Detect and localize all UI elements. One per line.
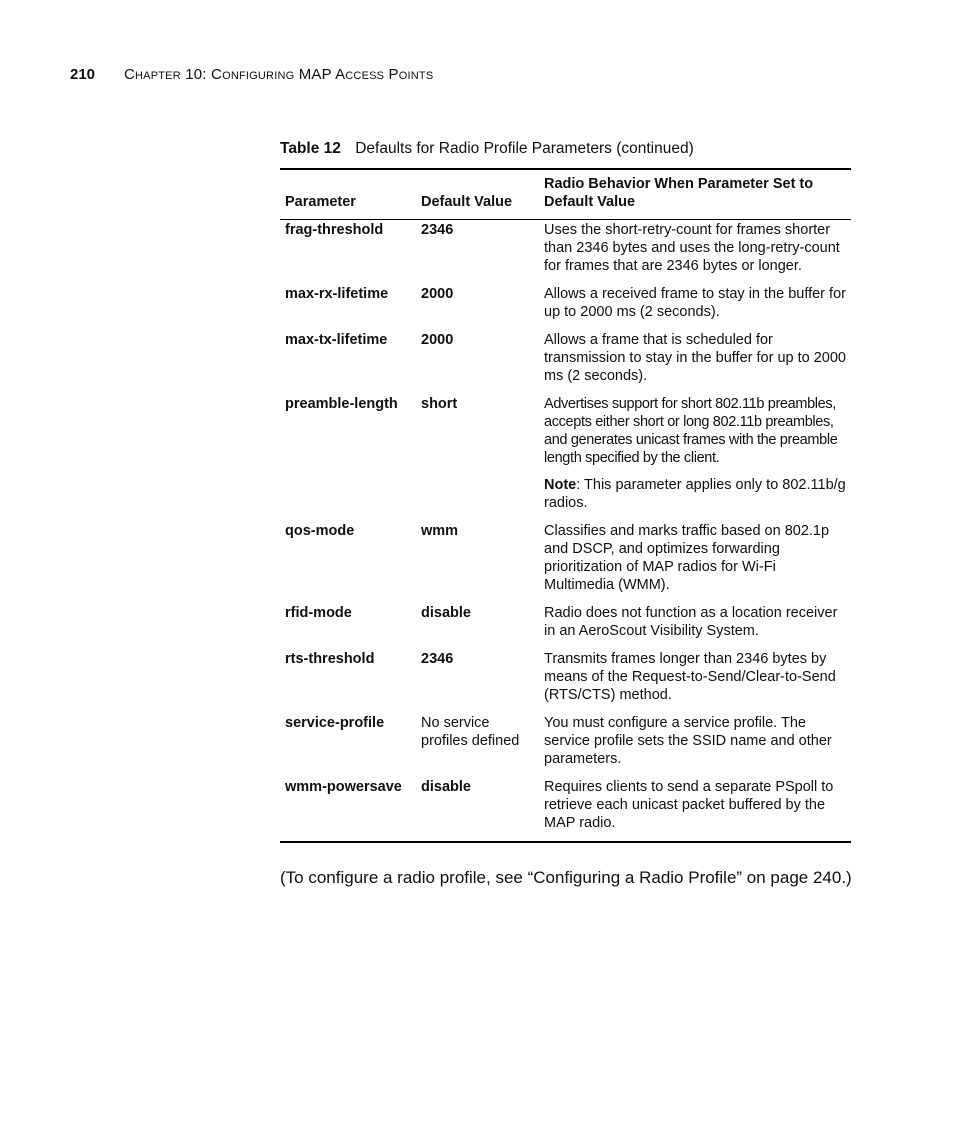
column-header-parameter: Parameter — [280, 169, 416, 220]
note-paragraph — [544, 476, 846, 512]
description-cell: Transmits frames longer than 2346 bytes by means of the Request-to-Send/Clear-to-Send (RTS/CTS) method. — [544, 651, 836, 703]
description-text: Advertises support for short 802.11b preambles, accepts either short or long 802.11b preambles, and generates unicast frames with the preamble length specified by the client. — [544, 396, 838, 466]
table-row — [280, 220, 851, 285]
parameter-cell: wmm-powersave — [285, 779, 402, 795]
description-cell: Radio does not function as a location receiver in an AeroScout Visibility System. — [544, 605, 838, 639]
table-row — [280, 394, 851, 521]
parameter-cell: rts-threshold — [285, 651, 375, 667]
note-text: : This parameter applies only to 802.11b/g radios. — [544, 477, 846, 511]
table-row — [280, 284, 851, 330]
table-label: Table 12 — [280, 140, 341, 157]
description-cell: Allows a received frame to stay in the buffer for up to 2000 ms (2 seconds). — [544, 286, 846, 320]
radio-profile-defaults-table — [280, 168, 851, 843]
parameter-cell: rfid-mode — [285, 605, 352, 621]
table-header-row — [280, 169, 851, 220]
default-value-cell: disable — [421, 605, 471, 621]
default-value-cell: 2346 — [421, 651, 454, 667]
default-value-cell: short — [421, 396, 458, 412]
table-row — [280, 603, 851, 649]
column-header-radio-behavior: Radio Behavior When Parameter Set to Default Value — [539, 169, 851, 220]
running-header — [70, 66, 433, 83]
table-row — [280, 777, 851, 842]
description-cell: You must configure a service profile. The service profile sets the SSID name and other parameters. — [544, 715, 832, 767]
parameter-cell: max-rx-lifetime — [285, 286, 389, 302]
description-cell: Allows a frame that is scheduled for transmission to stay in the buffer for up to 2000 ms (2 seconds). — [544, 332, 846, 384]
parameter-cell: qos-mode — [285, 523, 355, 539]
parameter-cell: max-tx-lifetime — [285, 332, 388, 348]
cross-reference-note: (To configure a radio profile, see “Configuring a Radio Profile” on page 240.) — [280, 868, 852, 887]
description-cell: Classifies and marks traffic based on 802.1p and DSCP, and optimizes forwarding prioritization of MAP radios for Wi-Fi Multimedia (WMM). — [544, 523, 830, 593]
default-value-cell: 2000 — [421, 286, 454, 302]
default-value-cell: wmm — [421, 523, 459, 539]
parameter-cell: frag-threshold — [285, 222, 384, 238]
table-caption-text: Defaults for Radio Profile Parameters (continued) — [355, 140, 694, 157]
default-value-cell: 2000 — [421, 332, 454, 348]
description-cell: Requires clients to send a separate PSpoll to retrieve each unicast packet buffered by the MAP radio. — [544, 779, 834, 831]
parameter-cell: service-profile — [285, 715, 385, 731]
chapter-title: Chapter 10: Configuring MAP Access Points — [124, 66, 434, 83]
page-number: 210 — [70, 66, 96, 83]
column-header-default-value: Default Value — [416, 169, 539, 220]
default-value-cell: 2346 — [421, 222, 454, 238]
table-caption — [280, 140, 694, 158]
description-cell — [539, 394, 851, 521]
default-value-cell: disable — [421, 779, 471, 795]
table-row — [280, 649, 851, 713]
parameter-cell: preamble-length — [285, 396, 398, 412]
table-row — [280, 330, 851, 394]
note-label: Note — [544, 477, 577, 493]
description-cell: Uses the short-retry-count for frames shorter than 2346 bytes and uses the long-retry-count for frames that are 2346 bytes or longer. — [544, 222, 840, 274]
table-row — [280, 521, 851, 603]
default-value-cell: No service profiles defined — [421, 715, 520, 749]
table-row — [280, 713, 851, 777]
